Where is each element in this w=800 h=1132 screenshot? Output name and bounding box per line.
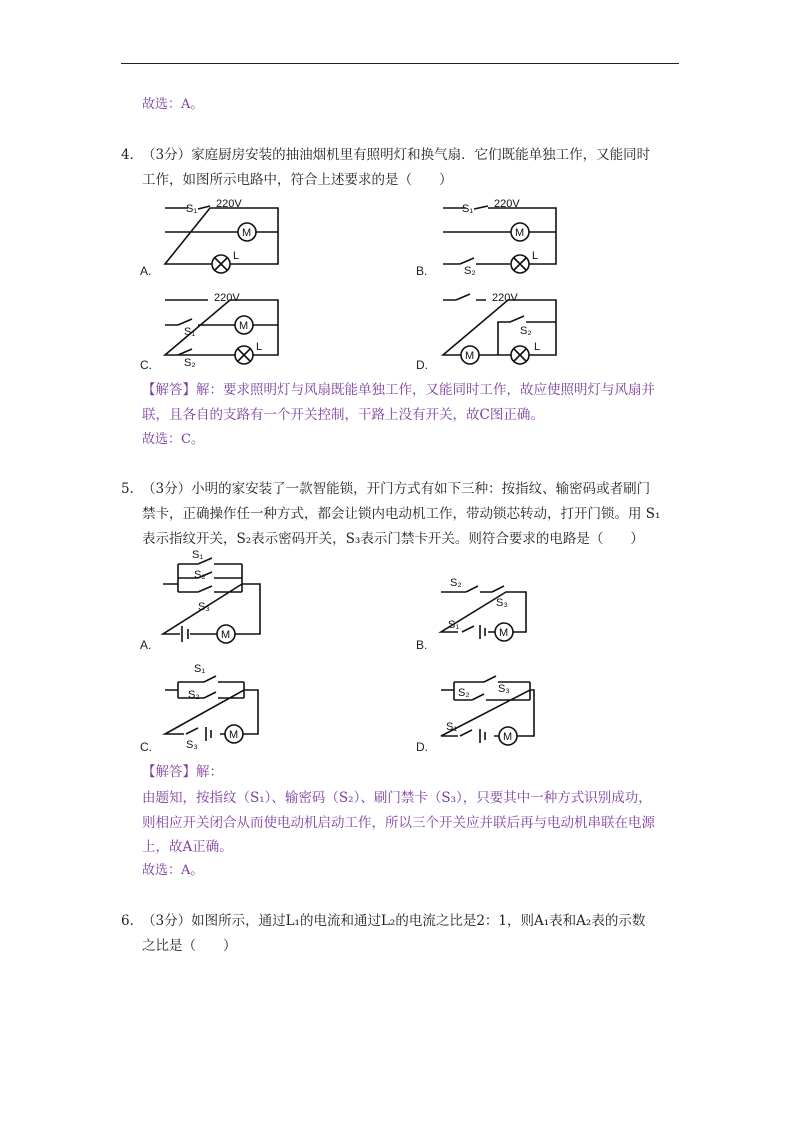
q5-analysis-line1: 由题知，按指纹（S₁）、输密码（S₂）、刷门禁卡（S₃），只要其中一种方式识别成功， — [142, 790, 652, 806]
q6-score: （3分） — [142, 913, 192, 929]
q5-score: （3分） — [142, 481, 192, 497]
q4-circuit-d — [438, 290, 563, 370]
q4-option-b-label: B. — [416, 264, 428, 278]
q5d-s2-label: S₂ — [458, 687, 470, 699]
q4c-s2-label: S₂ — [184, 357, 196, 369]
q5-number: 5． — [121, 481, 144, 497]
q5-analysis-head — [142, 763, 223, 781]
q5c-s3-label: S₃ — [186, 739, 198, 751]
q4-option-d-label: D. — [416, 358, 428, 372]
q5-stem-text1: 小明的家安装了一款智能锁，开门方式有如下三种：按指纹、输密码或者刷门 — [191, 481, 651, 497]
q5b-s2-label: S₂ — [450, 577, 462, 589]
q4c-lamp-label: L — [256, 341, 263, 353]
q5d-motor-label: M — [503, 731, 513, 743]
q5d-s1-label: S₁ — [446, 721, 458, 733]
q5-analysis-line2: 则相应开关闭合从而使电动机启动工作，所以三个开关应并联后再与电动机串联在电源 — [142, 815, 655, 831]
q6-stem-line2: 之比是（ ） — [142, 938, 237, 954]
q5a-s3-label: S₃ — [198, 601, 210, 613]
q4b-s2-label: S₂ — [464, 265, 476, 277]
q5-option-d-label: D. — [416, 740, 428, 754]
q4d-voltage: 220V — [492, 292, 518, 304]
q4b-lamp-label: L — [532, 250, 539, 262]
q4-circuit-c — [160, 290, 285, 370]
q3-answer: 故选：A。 — [142, 97, 204, 112]
q4-number: 4． — [121, 147, 144, 163]
q5-analysis-tag: 【解答】 — [142, 764, 196, 780]
q4a-motor-label: M — [242, 227, 252, 239]
q5-circuit-b — [436, 570, 536, 645]
q5c-s2-label: S₂ — [188, 689, 200, 701]
q4-analysis-line1 — [142, 381, 655, 399]
q4-circuit-b — [438, 196, 563, 276]
q5-circuit-d — [436, 670, 546, 750]
q4-option-a-label: A. — [140, 264, 152, 278]
q4-answer: 故选：C。 — [142, 432, 204, 447]
q4-analysis-line2: 联，且各自的支路有一个开关控制，干路上没有开关，故C图正确。 — [142, 407, 544, 423]
q5b-s3-label: S₃ — [496, 597, 508, 609]
q5-option-b-label: B. — [416, 638, 428, 652]
q5b-motor-label: M — [499, 627, 509, 639]
q5-option-a-label: A. — [140, 638, 152, 652]
q4b-s1-label: S₁ — [462, 203, 474, 215]
q6-stem-line1 — [142, 912, 645, 930]
q5-circuit-c — [160, 660, 270, 751]
q5-option-c-label: C. — [140, 740, 152, 754]
q6-number: 6． — [121, 913, 144, 929]
q4c-motor-label: M — [239, 320, 249, 332]
q5-analysis-line3: 上，故A正确。 — [142, 839, 233, 855]
q5a-s1-label: S₁ — [192, 549, 204, 561]
q4-analysis-text1: 解：要求照明灯与风扇既能单独工作，又能同时工作，故应使照明灯与风扇并 — [196, 382, 655, 398]
q4a-voltage: 220V — [216, 198, 242, 210]
q5d-s3-label: S₃ — [498, 683, 510, 695]
q4b-motor-label: M — [515, 227, 525, 239]
q4d-lamp-label: L — [534, 341, 541, 353]
q4-circuit-a — [160, 196, 285, 276]
q4c-voltage: 220V — [214, 292, 240, 304]
q4a-lamp-label: L — [233, 250, 240, 262]
q5-stem-line3: 表示指纹开关，S₂表示密码开关，S₃表示门禁卡开关。则符合要求的电路是（ ） — [142, 531, 644, 547]
q5a-motor-label: M — [221, 629, 231, 641]
q5a-s2-label: S₂ — [194, 569, 206, 581]
q5-circuit-a — [158, 550, 268, 640]
q5-answer: 故选：A。 — [142, 863, 204, 878]
q5c-motor-label: M — [229, 729, 239, 741]
q4-stem-text1: 家庭厨房安装的抽油烟机里有照明灯和换气扇．它们既能单独工作，又能同时 — [191, 147, 651, 163]
q4d-s2-label: S₂ — [520, 325, 532, 337]
q4-analysis-tag: 【解答】 — [142, 382, 196, 398]
q4a-s1-label: S₁ — [186, 203, 198, 215]
q5-analysis-head-text: 解： — [196, 764, 223, 780]
q5-stem-line1 — [142, 480, 650, 498]
q4-score: （3分） — [142, 147, 192, 163]
header-rule — [121, 63, 679, 64]
q4b-voltage: 220V — [494, 198, 520, 210]
q4c-s1-label: S₁ — [184, 326, 196, 338]
q4d-motor-label: M — [465, 350, 475, 362]
q5b-s1-label: S₁ — [448, 619, 460, 631]
q6-stem-text1: 如图所示，通过L₁的电流和通过L₂的电流之比是2：1，则A₁表和A₂表的示数 — [191, 913, 646, 929]
q4-stem-line2: 工作，如图所示电路中，符合上述要求的是（ ） — [142, 172, 453, 188]
q5-stem-line2: 禁卡，正确操作任一种方式，都会让锁内电动机工作，带动锁芯转动，打开门锁。用 S₁ — [142, 506, 661, 522]
q5c-s1-label: S₁ — [194, 663, 206, 675]
q4-option-c-label: C. — [140, 358, 152, 372]
q4-stem-line1 — [142, 146, 650, 164]
